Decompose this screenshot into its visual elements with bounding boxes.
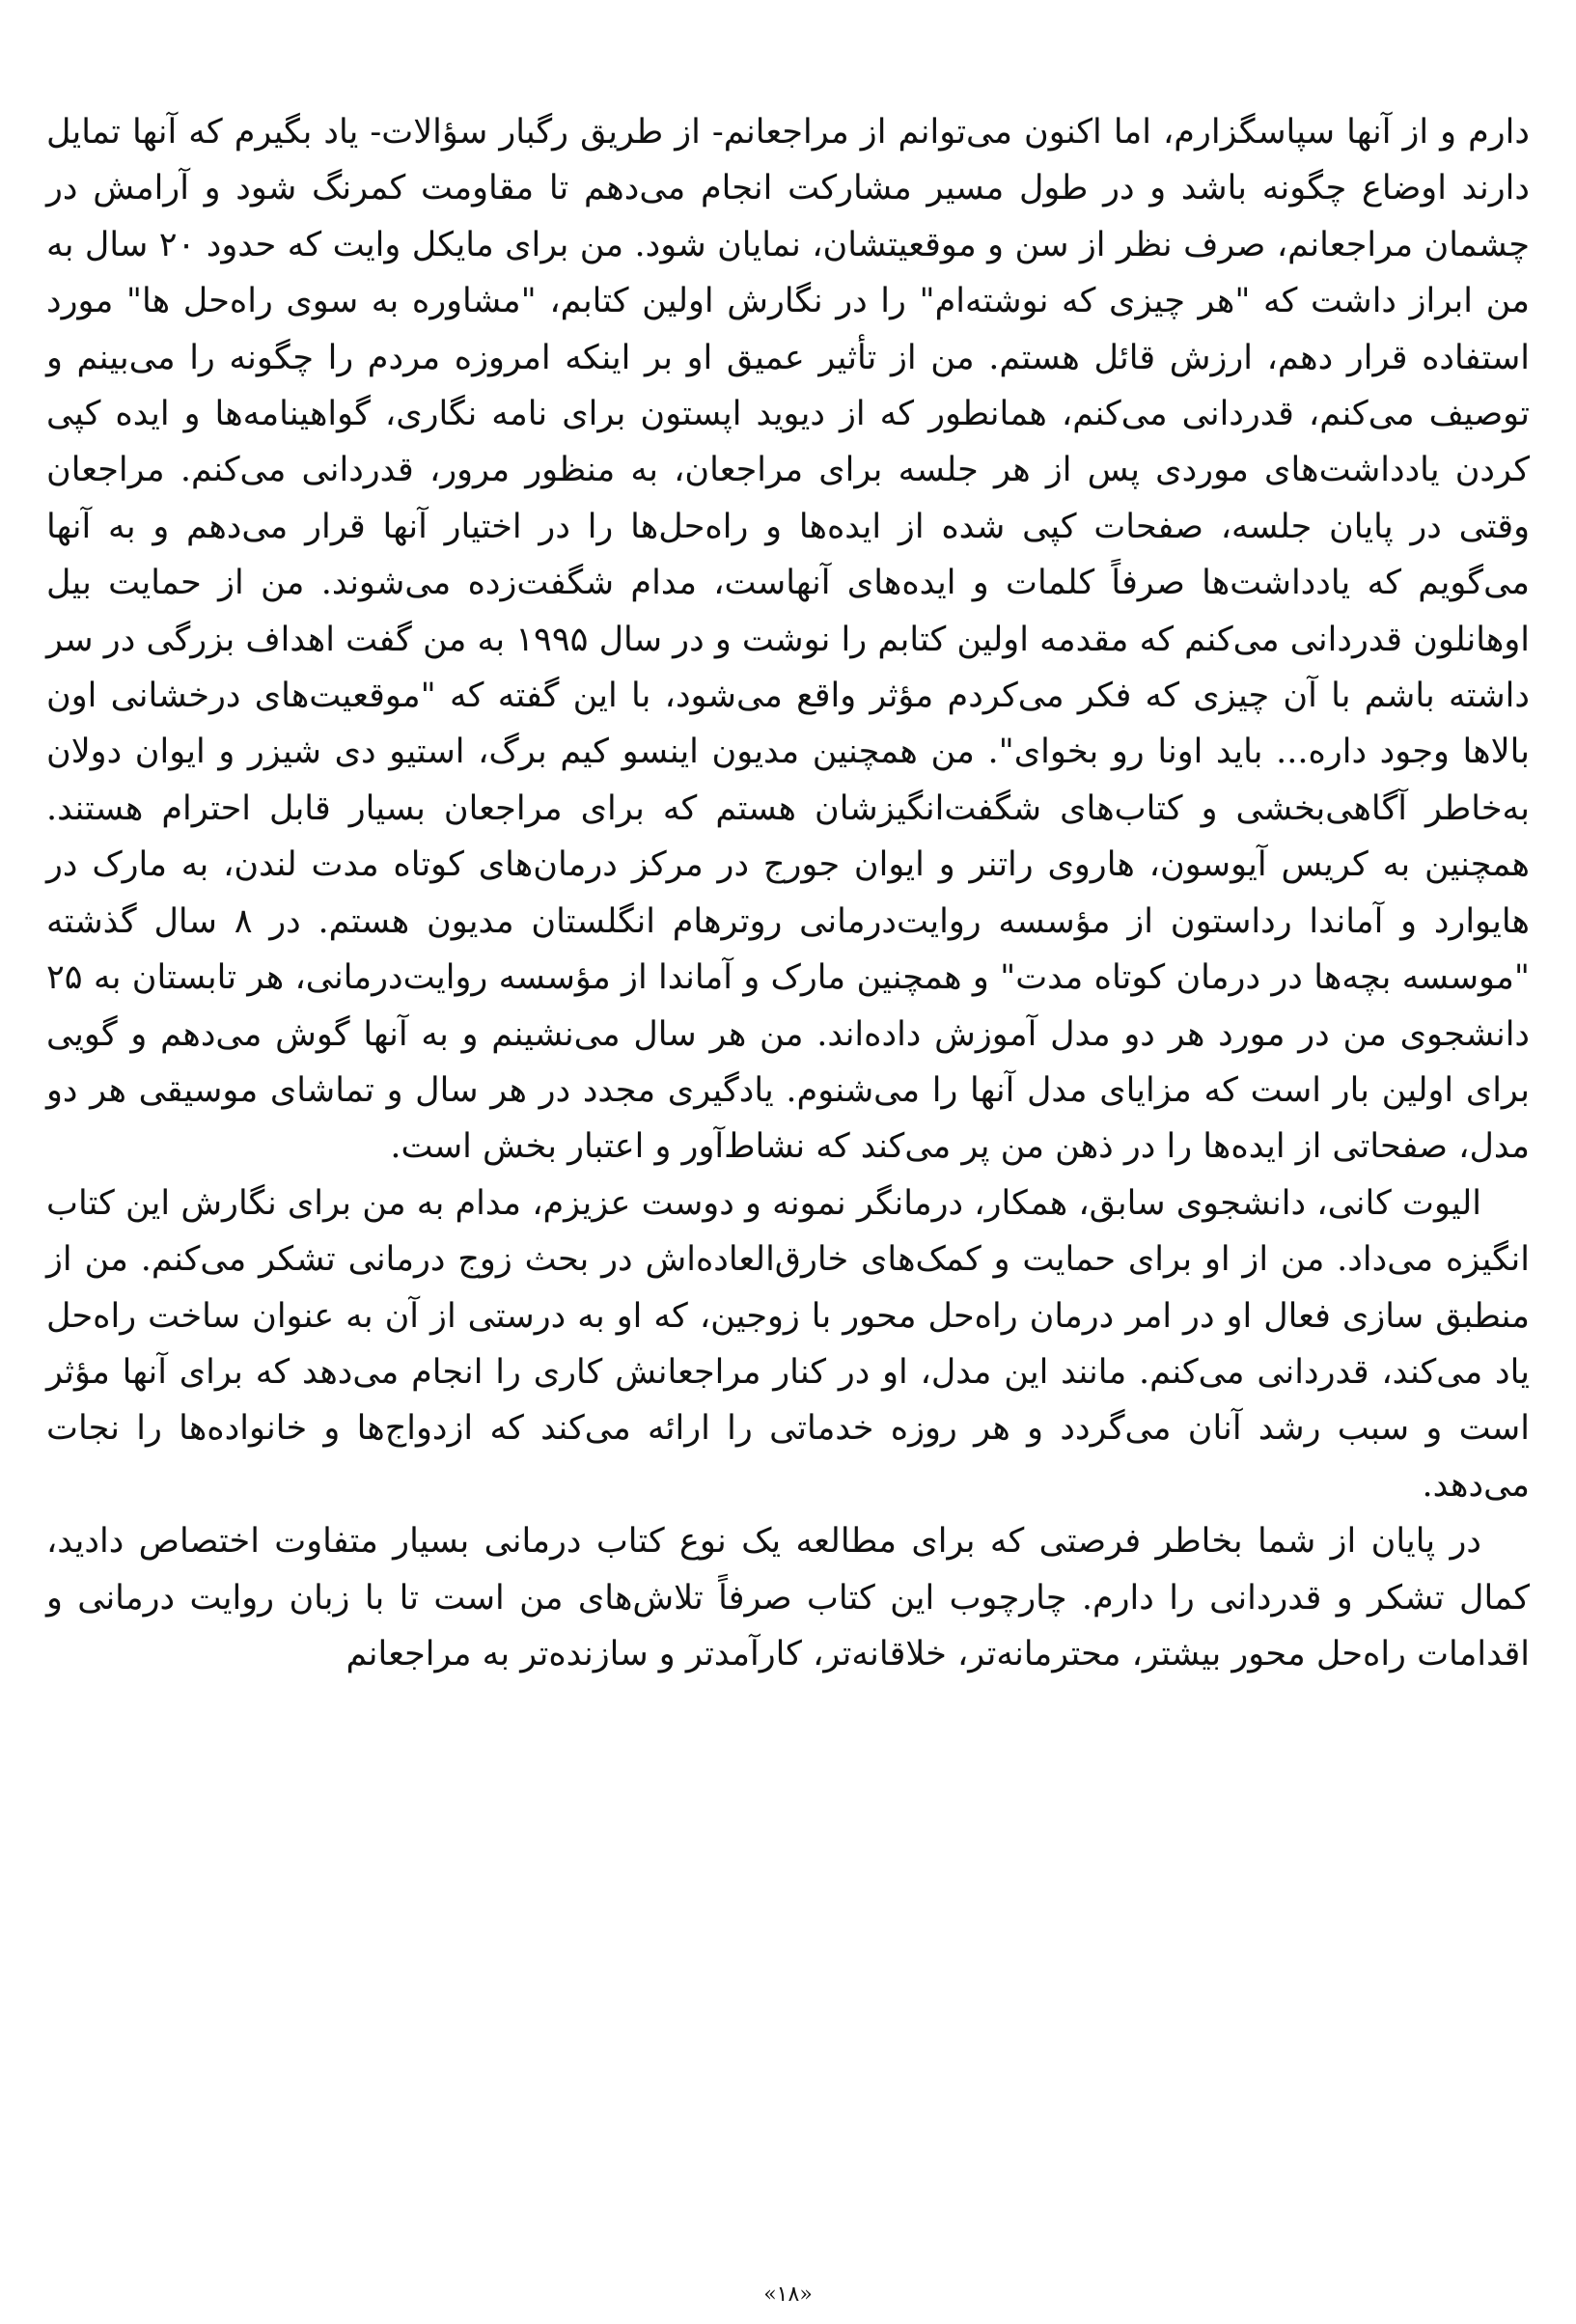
paragraph-2: الیوت کانی، دانشجوی سابق، همکار، درمانگر نمونه و دوست عزیزم، مدام به من برای نگارش این کتاب انگیزه می‌داد. من از او برای حمایت و کمک‌های خارق‌العاده‌اش در بحث زوج درمانی تشکر می‌کنم. من از منطبق سازی فعال او در امر درمان راه‌حل محور با زوجین، که او به درستی از آن به عنوان ساخت راه‌حل یاد می‌کند، قدردانی می‌کنم. مانند این مدل، او در کنار مراجعانش کاری را انجام می‌دهد که برای آنها مؤثر است و سبب رشد آنان می‌گردد و هر روزه خدماتی را ارائه می‌کند که ازدواج‌ها و خانواده‌ها را نجات می‌دهد. [46, 1183, 1530, 1505]
paragraph-3: در پایان از شما بخاطر فرصتی که برای مطالعه یک نوع کتاب درمانی بسیار متفاوت اختصاص دادید، کمال تشکر و قدردانی را دارم. چارچوب این کتاب صرفاً تلاش‌های من است تا با زبان روایت درمانی و اقدامات راه‌حل محور بیشتر، محترمانه‌تر، خلاقانه‌تر، کارآمدتر و سازنده‌تر به مراجعانم [46, 1522, 1531, 1674]
page-number: «۱۸» [763, 2282, 813, 2307]
body-text [46, 104, 1530, 1682]
paragraph-1: دارم و از آنها سپاسگزارم، اما اکنون می‌توانم از مراجعانم- از طریق رگبار سؤالات- یاد بگیرم که آنها تمایل دارند اوضاع چگونه باشد و در طول مسیر مشارکت انجام می‌دهم تا مقاومت کمرنگ شود و آرامش در چشمان مراجعانم، صرف نظر از سن و موقعیتشان، نمایان شود. من برای مایکل وایت که حدود ۲۰ سال به من ابراز داشت که "هر چیزی که نوشته‌ام" را در نگارش اولین کتابم، "مشاوره به سوی راه‌حل ها" مورد استفاده قرار دهم، ارزش قائل هستم. من از تأثیر عمیق او بر اینکه امروزه مردم را چگونه را می‌بینم و توصیف می‌کنم، قدردانی می‌کنم، همانطور که از دیوید اپستون برای نامه نگاری، گواهینامه‌ها و ایده کپی کردن یادداشت‌های موردی پس از هر جلسه برای مراجعان، به منظور مرور، قدردانی می‌کنم. مراجعان وقتی در پایان جلسه، صفحات کپی شده از ایده‌ها و راه‌حل‌ها را در اختیار آنها قرار می‌دهم و به آنها می‌گویم که یادداشت‌ها صرفاً کلمات و ایده‌های آنهاست، مدام شگفت‌زده می‌شوند. من از حمایت بیل اوهانلون قدردانی می‌کنم که مقدمه اولین کتابم را نوشت و در سال ۱۹۹۵ به من گفت اهداف بزرگی در سر داشته باشم با آن چیزی که فکر می‌کردم مؤثر واقع می‌شود، با این گفته که "موقعیت‌های درخشانی اون بالاها وجود داره... باید اونا رو بخوای". من همچنین مدیون اینسو کیم برگ، استیو دی شیزر و ایوان دولان به‌خاطر آگاهی‌بخشی و کتاب‌های شگفت‌انگیزشان هستم که برای مراجعان بسیار قابل احترام هستند. همچنین به کریس آیوسون، هاروی راتنر و ایوان جورج در مرکز درمان‌های کوتاه مدت لندن، به مارک در هایوارد و آماندا رداستون از مؤسسه روایت‌درمانی روترهام انگلستان مدیون هستم. در ۸ سال گذشته "موسسه بچه‌ها در درمان کوتاه مدت" و همچنین مارک و آماندا از مؤسسه روایت‌درمانی، هر تابستان به ۲۵ دانشجوی من در مورد هر دو مدل آموزش داده‌اند. من هر سال می‌نشینم و به آنها گوش می‌دهم و گویی برای اولین بار است که مزایای مدل آنها را می‌شنوم. یادگیری مجدد در هر سال و تماشای موسیقی هر دو مدل، صفحاتی از ایده‌ها را در ذهن من پر می‌کند که نشاط‌آور و اعتبار بخش است. [46, 113, 1531, 1167]
